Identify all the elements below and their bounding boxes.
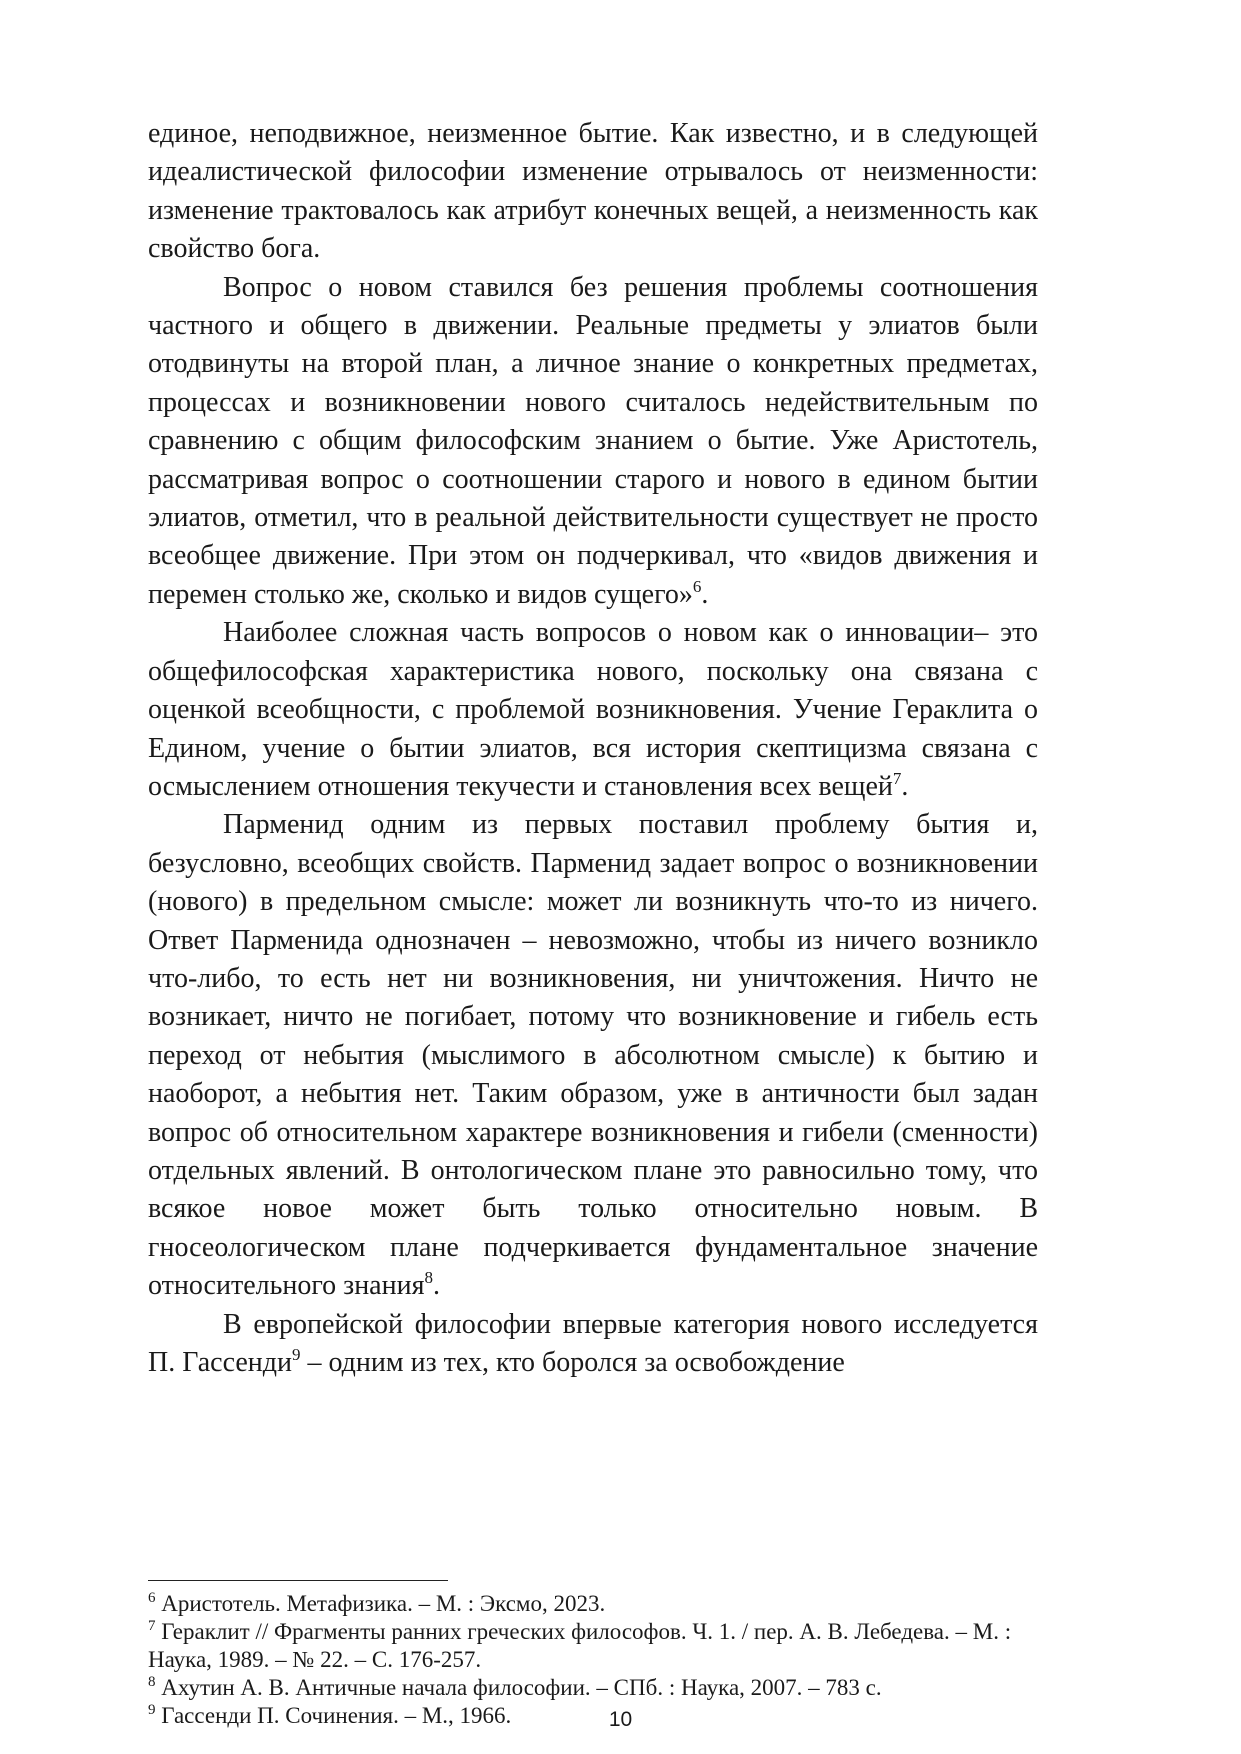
paragraph-text: единое, неподвижное, неизменное бытие. Как известно, и в следующей идеалистической философии изменение отрывалось от неизменности: изменение трактовалось как атрибут конечных вещей, а неизменность как свойство бога.: [148, 118, 1038, 265]
footnote-separator: [148, 1580, 448, 1581]
paragraph-text: Наиболее сложная часть вопросов о новом как о инновации– это общефилософская характеристика нового, поскольку она связана с оценкой всеобщности, с проблемой возникновения. Учение Гераклита о Едином, учение о бытии элиатов, вся история скептицизма связана с осмыслением отношения текучести и становления всех вещей: [148, 617, 1038, 802]
footnote-number: 6: [148, 1590, 156, 1606]
footnote-text: Гераклит // Фрагменты ранних греческих философов. Ч. 1. / пер. А. В. Лебедева. – М. : Наука, 1989. – № 22. – С. 176-257.: [148, 1619, 1012, 1672]
footnote-6: [148, 1590, 1038, 1618]
paragraph-text: Парменид одним из первых поставил проблему бытия и, безусловно, всеобщих свойств. Парменид задает вопрос о возникновении (нового) в предельном смысле: может ли возникнуть что-то из ничего. Ответ Парменида однозначен – невозможно, чтобы из ничего возникло что-либо, то есть нет ни возникновения, ни уничтожения. Ничто не возникает, ничто не погибает, потому что возникновение и гибель есть переход от небытия (мыслимого в абсолютном смысле) к бытию и наоборот, а небытия нет. Таким образом, уже в античности был задан вопрос об относительном характере возникновения и гибели (сменности) отдельных явлений. В онтологическом плане это равносильно тому, что всякое новое может быть только относительно новым. В гносеологическом плане подчеркивается фундаментальное значение относительного знания: [148, 809, 1038, 1302]
footnote-ref-7[interactable]: 7: [892, 768, 902, 788]
paragraph-text: В европейской философии впервые категория нового исследуется П. Гассенди: [148, 1308, 1038, 1378]
footnote-ref-9[interactable]: 9: [291, 1345, 301, 1364]
page-number: 10: [608, 1708, 633, 1731]
paragraph-4: [148, 806, 1038, 1305]
paragraph-text: Вопрос о новом ставился без решения проблемы соотношения частного и общего в движении. Реальные предметы у элиатов были отодвинуты на второй план, а личное знание о конкретных предметах, процессах и возникновении нового считалось недействительным по сравнению с общим философским знанием о бытие. Уже Аристотель, рассматривая вопрос о соотношении старого и нового в едином бытии элиатов, отметил, что в реальной действительности существует не просто всеобщее движение. При этом он подчеркивал, что «видов движения и перемен столько же, сколько и видов сущего»: [148, 271, 1038, 610]
paragraph-tail: .: [901, 770, 909, 802]
paragraph-2: [148, 269, 1038, 615]
footnote-text: Гассенди П. Сочинения. – М., 1966.: [155, 1703, 512, 1728]
paragraph-1: [148, 115, 1038, 269]
paragraph-tail: .: [432, 1270, 440, 1302]
paragraph-3: [148, 614, 1038, 806]
footnote-ref-6[interactable]: 6: [692, 576, 702, 596]
paragraph-tail: – одним из тех, кто боролся за освобождение: [300, 1347, 845, 1378]
footnote-number: 8: [148, 1674, 156, 1690]
footnote-text: Аристотель. Метафизика. – М. : Эксмо, 2023.: [155, 1591, 606, 1616]
footnote-ref-8[interactable]: 8: [424, 1268, 433, 1288]
footnote-8: [148, 1674, 1038, 1702]
main-text: [148, 115, 1038, 1382]
footnote-text: Ахутин А. В. Античные начала философии. – СПб. : Наука, 2007. – 783 с.: [155, 1675, 882, 1700]
footnote-number: 7: [148, 1618, 156, 1634]
footnote-7: [148, 1618, 1038, 1674]
footnote-number: 9: [148, 1702, 156, 1718]
paragraph-5: [148, 1306, 1038, 1383]
paragraph-tail: .: [701, 578, 709, 610]
